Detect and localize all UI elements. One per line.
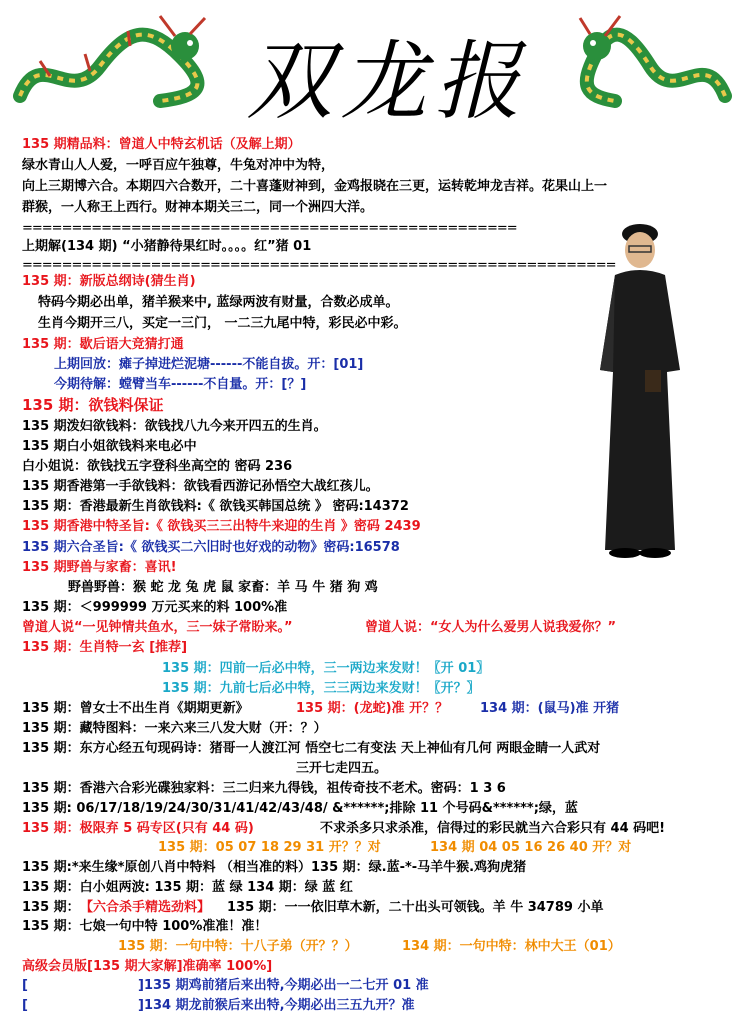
line-10: 上期回放：瘫子掉进烂泥塘------不能自拔。开：[01]	[54, 357, 364, 372]
line-20: 135 期野兽与家畜：喜讯!	[22, 560, 177, 575]
line-6: 135 期：新版总纲诗(猜生肖)	[22, 274, 196, 289]
line-21: 野兽野兽：猴 蛇 龙 兔 虎 鼠 家畜：羊 马 牛 猪 狗 鸡	[68, 580, 378, 595]
line-5: 上期解(134 期) “小猪静待果红时。。。。红”猪 01	[22, 239, 312, 254]
line-4: 群猴，一人称王上西行。财神本期关三二，同一个洲四大洋。	[22, 200, 374, 215]
line-34b: 134 期 04 05 16 26 40 开？对	[430, 840, 632, 855]
right-dragon-illustration	[575, 6, 735, 121]
line-19: 135 期六合圣旨:《 欲钱买二六旧时也好戏的动物》密码:16578	[22, 540, 400, 555]
line-30: 三开七走四五。	[296, 761, 388, 776]
line-26: 135 期：九前七后必中特，三三两边来发财！〖开？〗	[162, 681, 480, 696]
line-33b: 不求杀多只求杀准，信得过的彩民就当六合彩只有 44 码吧!	[320, 821, 666, 836]
line-35: 135 期:*来生缘*原创八肖中特料 （相当准的料）135 期：绿.蓝-*-马羊牛猴.鸡狗虎猪	[22, 860, 527, 875]
line-18: 135 期香港中特圣旨:《 欲钱买三三出特牛来迎的生肖 》密码 2439	[22, 519, 421, 534]
line-22: 135 期：＜999999 万元买来的料 100%准	[22, 600, 288, 615]
line-23a: 曾道人说“一见钟情共鱼水，三一妹子常盼来。”	[22, 620, 293, 635]
line-37a: 135 期：	[22, 900, 80, 915]
line-42a: [	[22, 998, 28, 1013]
line-1: 135 期精品料：曾道人中特玄机话（及解上期）	[22, 137, 301, 152]
line-34a: 135 期：05 07 18 29 31 开？？对	[158, 840, 381, 855]
line-32: 135 期: 06/17/18/19/24/30/31/41/42/43/48/ &******;排除 11 个号码&******;绿，蓝	[22, 801, 578, 816]
line-13: 135 期泼妇欲钱料：欲钱找八九今来开四五的生肖。	[22, 419, 327, 434]
line-28: 135 期：藏特图料：一来六来三八发大财（开：？）	[22, 721, 327, 736]
line-14: 135 期白小姐欲钱料来电必中	[22, 439, 197, 454]
line-42b: ]134 期龙前猴后来出特,今期必出三五九开？准	[138, 998, 415, 1013]
line-38: 135 期：七娘一句中特 100%准准！准！	[22, 919, 268, 934]
line-29: 135 期：东方心经五句现码诗：猪哥一人渡江河 悟空七二有变法 天上神仙有几何 两眼金睛一人武对	[22, 741, 601, 756]
line-41b: ]135 期鸡前猪后来出特,今期必出一二七开 01 准	[138, 978, 429, 993]
line-16: 135 期香港第一手欲钱料：欲钱看西游记孙悟空大战红孩儿。	[22, 479, 379, 494]
line-37c: 135 期：一一依旧草木新，二十出头可领钱。羊 牛 34789 小单	[227, 900, 604, 915]
line-31: 135 期：香港六合彩光碟独家料：三二归来九得钱，祖传奇技不老术。密码：1 3 6	[22, 781, 506, 796]
line-12: 135 期：欲钱料保证	[22, 396, 164, 414]
line-27c: 134 期：(鼠马)准 开猪	[480, 701, 620, 716]
line-7: 特码今期必出单，猪羊猴来中, 蓝绿两波有财量，合数必成单。	[38, 295, 399, 310]
line-36: 135 期：白小姐两波: 135 期：蓝 绿 134 期：绿 蓝 红	[22, 880, 353, 895]
line-41a: [	[22, 978, 28, 993]
separator-2: ============================================================	[22, 258, 616, 273]
line-17: 135 期：香港最新生肖欲钱料:《 欲钱买韩国总统 》 密码:14372	[22, 499, 409, 514]
page-title: 双龙报	[246, 32, 529, 132]
line-24: 135 期：生肖特一玄 [推荐]	[22, 640, 188, 655]
line-25: 135 期：四前一后必中特，三一两边来发财！〖开 01〗	[162, 661, 490, 676]
line-8: 生肖今期开三八，买定一三门， 一二三九尾中特，彩民必中彩。	[38, 316, 407, 331]
line-27a: 135 期：曾女士不出生肖《期期更新》	[22, 701, 249, 716]
line-15: 白小姐说：欲钱找五字登科坐高空的 密码 236	[22, 459, 293, 474]
line-23b: 曾道人说：“女人为什么爱男人说我爱你？”	[365, 620, 617, 635]
line-2: 绿水青山人人爱，一呼百应午独尊，牛兔对冲中为特，	[22, 158, 335, 173]
line-39b: 134 期：一句中特：林中大王（01）	[402, 939, 621, 954]
line-3: 向上三期博六合。本期四六合数开，二十喜蓬财神到，金鸡报晓在三更，运转乾坤龙吉祥。花果山上一	[22, 179, 608, 194]
left-dragon-illustration	[10, 6, 210, 121]
line-39a: 135 期：一句中特：十八子弟（开？？）	[118, 939, 358, 954]
line-33a: 135 期：极限弃 5 码专区(只有 44 码)	[22, 821, 254, 836]
line-27b: 135 期：(龙蛇)准 开？？	[296, 701, 449, 716]
line-37b: 【六合杀手精选劲料】	[80, 900, 211, 915]
line-9: 135 期：歇后语大竞猜打通	[22, 337, 184, 352]
separator-1: ==================================================	[22, 221, 517, 236]
line-11: 今期待解：螳臂当车------不自量。开：[？]	[54, 377, 307, 392]
line-40: 高级会员版[135 期大家解]准确率 100%]	[22, 959, 273, 974]
